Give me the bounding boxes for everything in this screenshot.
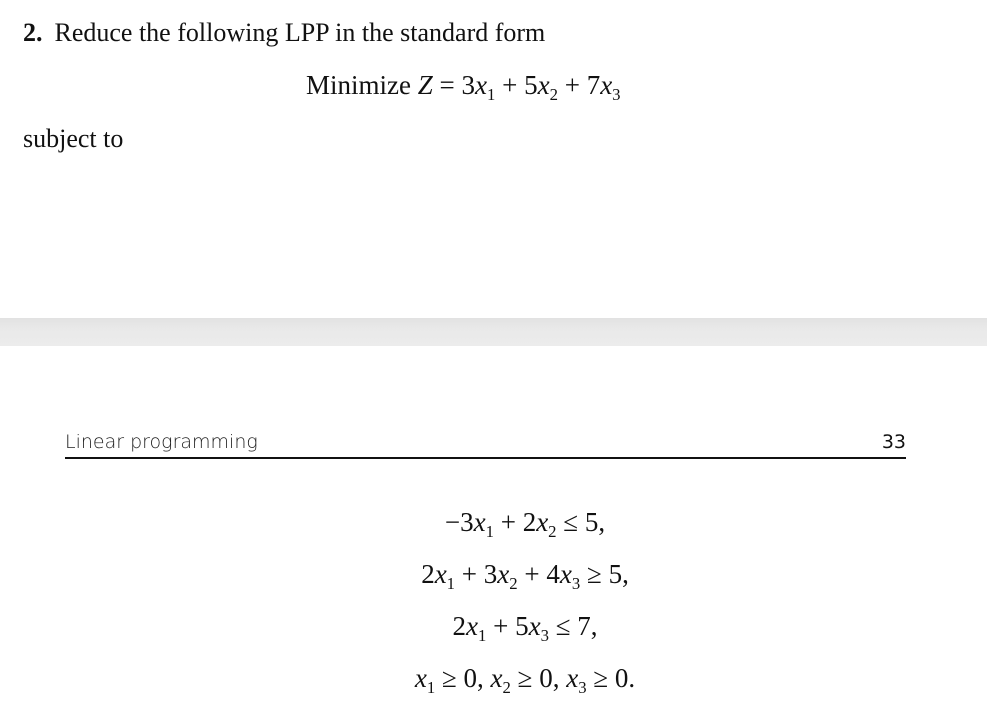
nonnegativity-row: $x_1 \ge 0$, $x_2 \ge 0$, $x_3 \ge 0$. <box>414 663 636 697</box>
page-top <box>0 0 987 318</box>
constraint-row: $2x_1 + 5x_3 \le 7$, <box>452 611 598 645</box>
problem-statement <box>23 16 545 50</box>
subject-to-label: subject to <box>23 124 124 153</box>
objective-variable: Z <box>417 70 433 100</box>
objective-term: + $7x_3$ <box>564 70 621 104</box>
page-separator <box>0 318 987 346</box>
constraint-row: $-3x_1 + 2x_2 \le 5$, <box>444 507 606 541</box>
constraints-block <box>0 500 987 708</box>
running-head <box>65 431 906 459</box>
objective-function: Minimize $Z = 3x_1 + 5x_2 + 7x_3$ <box>306 70 621 104</box>
running-title: Linear programming <box>65 431 258 453</box>
constraint-row: $2x_1 + 3x_2 + 4x_3 \ge 5$, <box>421 559 629 593</box>
objective-term: + $5x_2$ <box>502 70 558 104</box>
objective-sense: Minimize <box>306 70 411 100</box>
page-bottom <box>0 346 987 702</box>
page-number: 33 <box>881 431 906 453</box>
problem-number: 2. <box>23 18 43 47</box>
objective-term: $3x_1$ <box>461 70 496 104</box>
problem-text: Reduce the following LPP in the standard form <box>54 18 546 47</box>
